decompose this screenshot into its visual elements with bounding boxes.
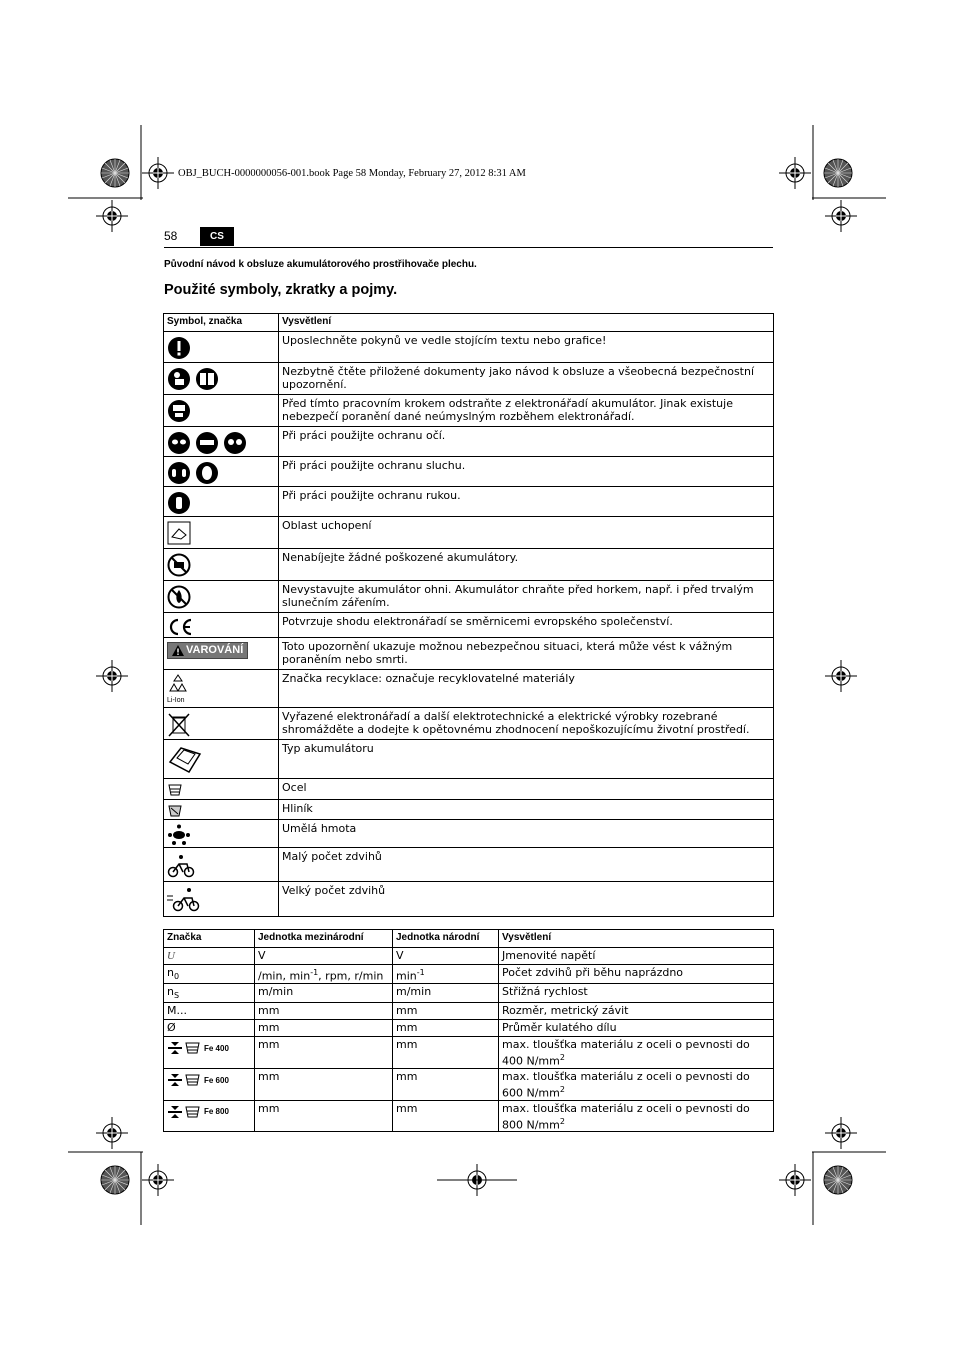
explanation-cell: Před tímto pracovním krokem odstraňte z elektronářadí akumulátor. Jinak existuje nebezpečí poranění dané neúmyslným rozběhem elektronářadí. (279, 395, 774, 427)
unit-symbol-cell (164, 984, 255, 1003)
unit-symbol-cell (164, 1069, 255, 1101)
ce-mark-icon (167, 617, 195, 637)
explanation-cell: Hliník (279, 800, 774, 820)
explanation-cell: Nevystavujte akumulátor ohni. Akumulátor chraňte před horkem, např. i před trvalým slunečním zářením. (279, 581, 774, 613)
symbol-cell (164, 740, 279, 779)
explanation-cell: Ocel (279, 779, 774, 800)
recycling-icon (167, 674, 189, 694)
units-table (163, 929, 774, 1132)
symbol-subscript: S (173, 991, 180, 1001)
unit-intl-cell: m/min (255, 984, 393, 1003)
unit-natl-cell: mm (393, 1037, 499, 1069)
unit-intl-superscript: -1 (310, 968, 319, 977)
steel-grade-label: Fe 400 (204, 1043, 229, 1053)
battery-type-icon (167, 744, 203, 776)
attention-icon (167, 336, 191, 360)
unit-symbol-cell (164, 1037, 255, 1069)
explanation-cell: Malý počet zdvihů (279, 848, 774, 882)
explanation-cell: Při práci použijte ochranu očí. (279, 427, 774, 457)
unit-desc-cell (499, 1069, 774, 1101)
unit-desc-cell (499, 1037, 774, 1069)
unit-symbol-cell (164, 1100, 255, 1132)
unit-natl-cell: mm (393, 1100, 499, 1132)
unit-natl-cell: m/min (393, 984, 499, 1003)
section-heading: Použité symboly, zkratky a pojmy. (164, 282, 398, 298)
unit-desc-line2: 800 N/mm (502, 1118, 560, 1132)
unit-desc-cell: Průměr kulatého dílu (499, 1020, 774, 1037)
header-rule (164, 247, 773, 248)
unit-symbol-cell (164, 965, 255, 984)
unit-desc-line2: 600 N/mm (502, 1086, 560, 1100)
symbol-cell (164, 882, 279, 917)
symbol-cell (164, 332, 279, 363)
symbol-cell (164, 487, 279, 517)
crossed-bin-icon (167, 712, 191, 738)
explanation-cell: Velký počet zdvihů (279, 882, 774, 917)
unit-intl-cell: mm (255, 1069, 393, 1101)
unit-symbol-cell (164, 948, 255, 965)
steel-grade-label: Fe 600 (204, 1075, 229, 1085)
warning-triangle-icon (172, 645, 184, 656)
warning-badge (167, 642, 248, 659)
explanation-cell: Umělá hmota (279, 820, 774, 848)
remove-battery-icon (167, 399, 191, 423)
symbol-cell (164, 670, 279, 708)
unit-symbol-cell: M... (164, 1003, 255, 1020)
hand-protection-icon (167, 491, 191, 515)
unit-intl-cell: mm (255, 1037, 393, 1069)
symbols-header-symbol: Symbol, značka (164, 314, 279, 332)
units-header-national: Jednotka národní (393, 930, 499, 948)
unit-intl-text: /min, min (258, 969, 311, 983)
explanation-cell: Značka recyklace: označuje recyklovatelné materiály (279, 670, 774, 708)
max-thickness-steel-icon (167, 1073, 201, 1087)
explanation-cell: Typ akumulátoru (279, 740, 774, 779)
unit-desc-cell: Rozměr, metrický závit (499, 1003, 774, 1020)
explanation-cell: Oblast uchopení (279, 517, 774, 549)
units-header-symbol: Značka (164, 930, 255, 948)
grip-area-icon (167, 521, 191, 545)
unit-natl-cell (393, 965, 499, 984)
plastic-icon (167, 824, 191, 846)
voltage-symbol: U (167, 950, 175, 962)
explanation-cell: Nenabíjejte žádné poškozené akumulátory. (279, 549, 774, 581)
page-number: 58 (164, 229, 178, 243)
unit-desc-cell: Počet zdvihů při běhu naprázdno (499, 965, 774, 984)
unit-natl-cell: V (393, 948, 499, 965)
unit-natl-superscript: -1 (416, 968, 425, 977)
language-tag: CS (200, 227, 234, 246)
symbol-cell (164, 457, 279, 487)
unit-desc-line1: max. tloušťka materiálu z oceli o pevnosti do (502, 1070, 750, 1084)
document-subtitle: Původní návod k obsluze akumulátorového prostřihovače plechu. (164, 259, 477, 270)
symbol-cell (164, 708, 279, 740)
unit-symbol-cell: Ø (164, 1020, 255, 1037)
steel-icon (167, 783, 183, 797)
symbol-cell (164, 581, 279, 613)
units-header-international: Jednotka mezinárodní (255, 930, 393, 948)
symbol-cell (164, 395, 279, 427)
li-ion-label: Li-Ion (167, 697, 185, 704)
explanation-cell: Při práci použijte ochranu rukou. (279, 487, 774, 517)
unit-desc-superscript: 2 (559, 1116, 565, 1126)
symbols-table (163, 313, 774, 917)
warning-badge-label: VAROVÁNÍ (186, 644, 244, 656)
symbol-cell (164, 517, 279, 549)
unit-natl-cell: mm (393, 1020, 499, 1037)
aluminium-icon (167, 804, 183, 818)
no-damaged-battery-charging-icon (167, 553, 191, 577)
symbol-cell (164, 800, 279, 820)
unit-intl-cell: mm (255, 1100, 393, 1132)
max-thickness-steel-icon (167, 1041, 201, 1055)
unit-desc-superscript: 2 (559, 1053, 565, 1063)
unit-natl-cell: mm (393, 1003, 499, 1020)
symbol-cell (164, 848, 279, 882)
units-header-explanation: Vysvětlení (499, 930, 774, 948)
symbol-subscript: 0 (173, 972, 180, 982)
symbol-cell (164, 427, 279, 457)
unit-desc-cell (499, 1100, 774, 1132)
high-stroke-rate-icon (167, 886, 201, 912)
unit-natl-cell: mm (393, 1069, 499, 1101)
stroke-rate-symbol: n (167, 966, 174, 979)
unit-intl-cell: mm (255, 1003, 393, 1020)
unit-natl-text: min (396, 969, 417, 983)
hearing-protection-icon (167, 461, 219, 485)
symbol-cell (164, 820, 279, 848)
read-manual-icon (167, 367, 219, 391)
low-stroke-rate-icon (167, 852, 195, 878)
max-thickness-steel-icon (167, 1105, 201, 1119)
symbol-cell (164, 549, 279, 581)
eye-protection-icon (167, 431, 247, 455)
unit-intl-cell: V (255, 948, 393, 965)
symbols-header-explanation: Vysvětlení (279, 314, 774, 332)
explanation-cell: Při práci použijte ochranu sluchu. (279, 457, 774, 487)
no-fire-icon (167, 585, 191, 609)
explanation-cell: Vyřazené elektronářadí a další elektrotechnické a elektrické výrobky rozebrané shromážděte a dodejte k opětovnému zhodnocení nepoškozujícímu životní prostředí. (279, 708, 774, 740)
steel-grade-label: Fe 800 (204, 1107, 229, 1117)
unit-intl-cell: mm (255, 1020, 393, 1037)
book-info-line: OBJ_BUCH-0000000056-001.book Page 58 Monday, February 27, 2012 8:31 AM (178, 168, 526, 179)
unit-desc-cell: Jmenovité napětí (499, 948, 774, 965)
unit-desc-line1: max. tloušťka materiálu z oceli o pevnosti do (502, 1101, 750, 1115)
unit-desc-line1: max. tloušťka materiálu z oceli o pevnosti do (502, 1038, 750, 1052)
explanation-cell: Uposlechněte pokynů ve vedle stojícím textu nebo grafice! (279, 332, 774, 363)
unit-intl-cell (255, 965, 393, 984)
unit-desc-line2: 400 N/mm (502, 1055, 560, 1069)
unit-intl-tail: , rpm, r/min (318, 969, 384, 983)
explanation-cell: Nezbytně čtěte přiložené dokumenty jako návod k obsluze a všeobecná bezpečnostní upozornění. (279, 363, 774, 395)
unit-desc-cell: Střižná rychlost (499, 984, 774, 1003)
explanation-cell: Toto upozornění ukazuje možnou nebezpečnou situaci, která může vést k vážným poraněním nebo smrti. (279, 638, 774, 670)
unit-desc-superscript: 2 (559, 1085, 565, 1095)
symbol-cell (164, 613, 279, 638)
symbol-cell (164, 638, 279, 670)
cutting-speed-symbol: n (167, 985, 174, 999)
symbol-cell (164, 779, 279, 800)
explanation-cell: Potvrzuje shodu elektronářadí se směrnicemi evropského společenství. (279, 613, 774, 638)
symbol-cell (164, 363, 279, 395)
